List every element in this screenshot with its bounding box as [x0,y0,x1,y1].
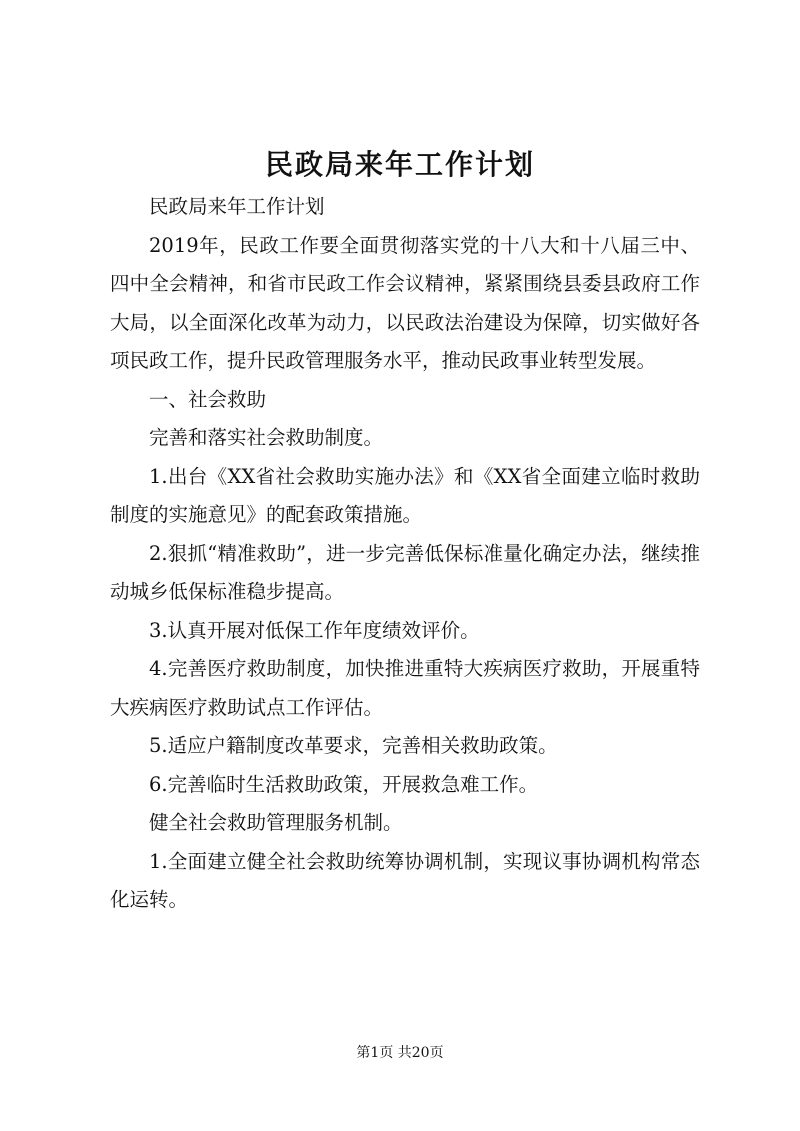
document-body [110,188,700,920]
paragraph: 2019年，民政工作要全面贯彻落实党的十八大和十八届三中、四中全会精神，和省市民政工作会议精神，紧紧围绕县委县政府工作大局，以全面深化改革为动力，以民政法治建设为保障，切实做好各项民政工作，提升民政管理服务水平，推动民政事业转型发展。 [110,233,700,372]
list-item: 4.完善医疗救助制度，加快推进重特大疾病医疗救助，开展重特大疾病医疗救助试点工作评估。 [110,657,700,719]
document-title: 民政局来年工作计划 [264,148,535,181]
paragraph: 民政局来年工作计划 [149,195,325,218]
list-item: 1.出台《XX省社会救助实施办法》和《XX省全面建立临时救助制度的实施意见》的配套政策措施。 [110,464,700,526]
list-item: 6.完善临时生活救助政策，开展救急难工作。 [149,772,539,796]
list-item: 1.全面建立健全社会救助统筹协调机制，实现议事协调机构常态化运转。 [110,849,700,911]
section-heading: 一、社会救助 [149,387,267,411]
list-item: 2.狠抓“精准救助”，进一步完善低保标准量化确定办法，继续推动城乡低保标准稳步提高。 [110,541,700,603]
paragraph: 健全社会救助管理服务机制。 [149,811,403,834]
page-footer: 第1页 共20页 [356,1045,444,1061]
list-item: 3.认真开展对低保工作年度绩效评价。 [149,618,480,642]
list-item: 5.适应户籍制度改革要求，完善相关救助政策。 [149,734,558,757]
paragraph: 完善和落实社会救助制度。 [149,426,384,449]
